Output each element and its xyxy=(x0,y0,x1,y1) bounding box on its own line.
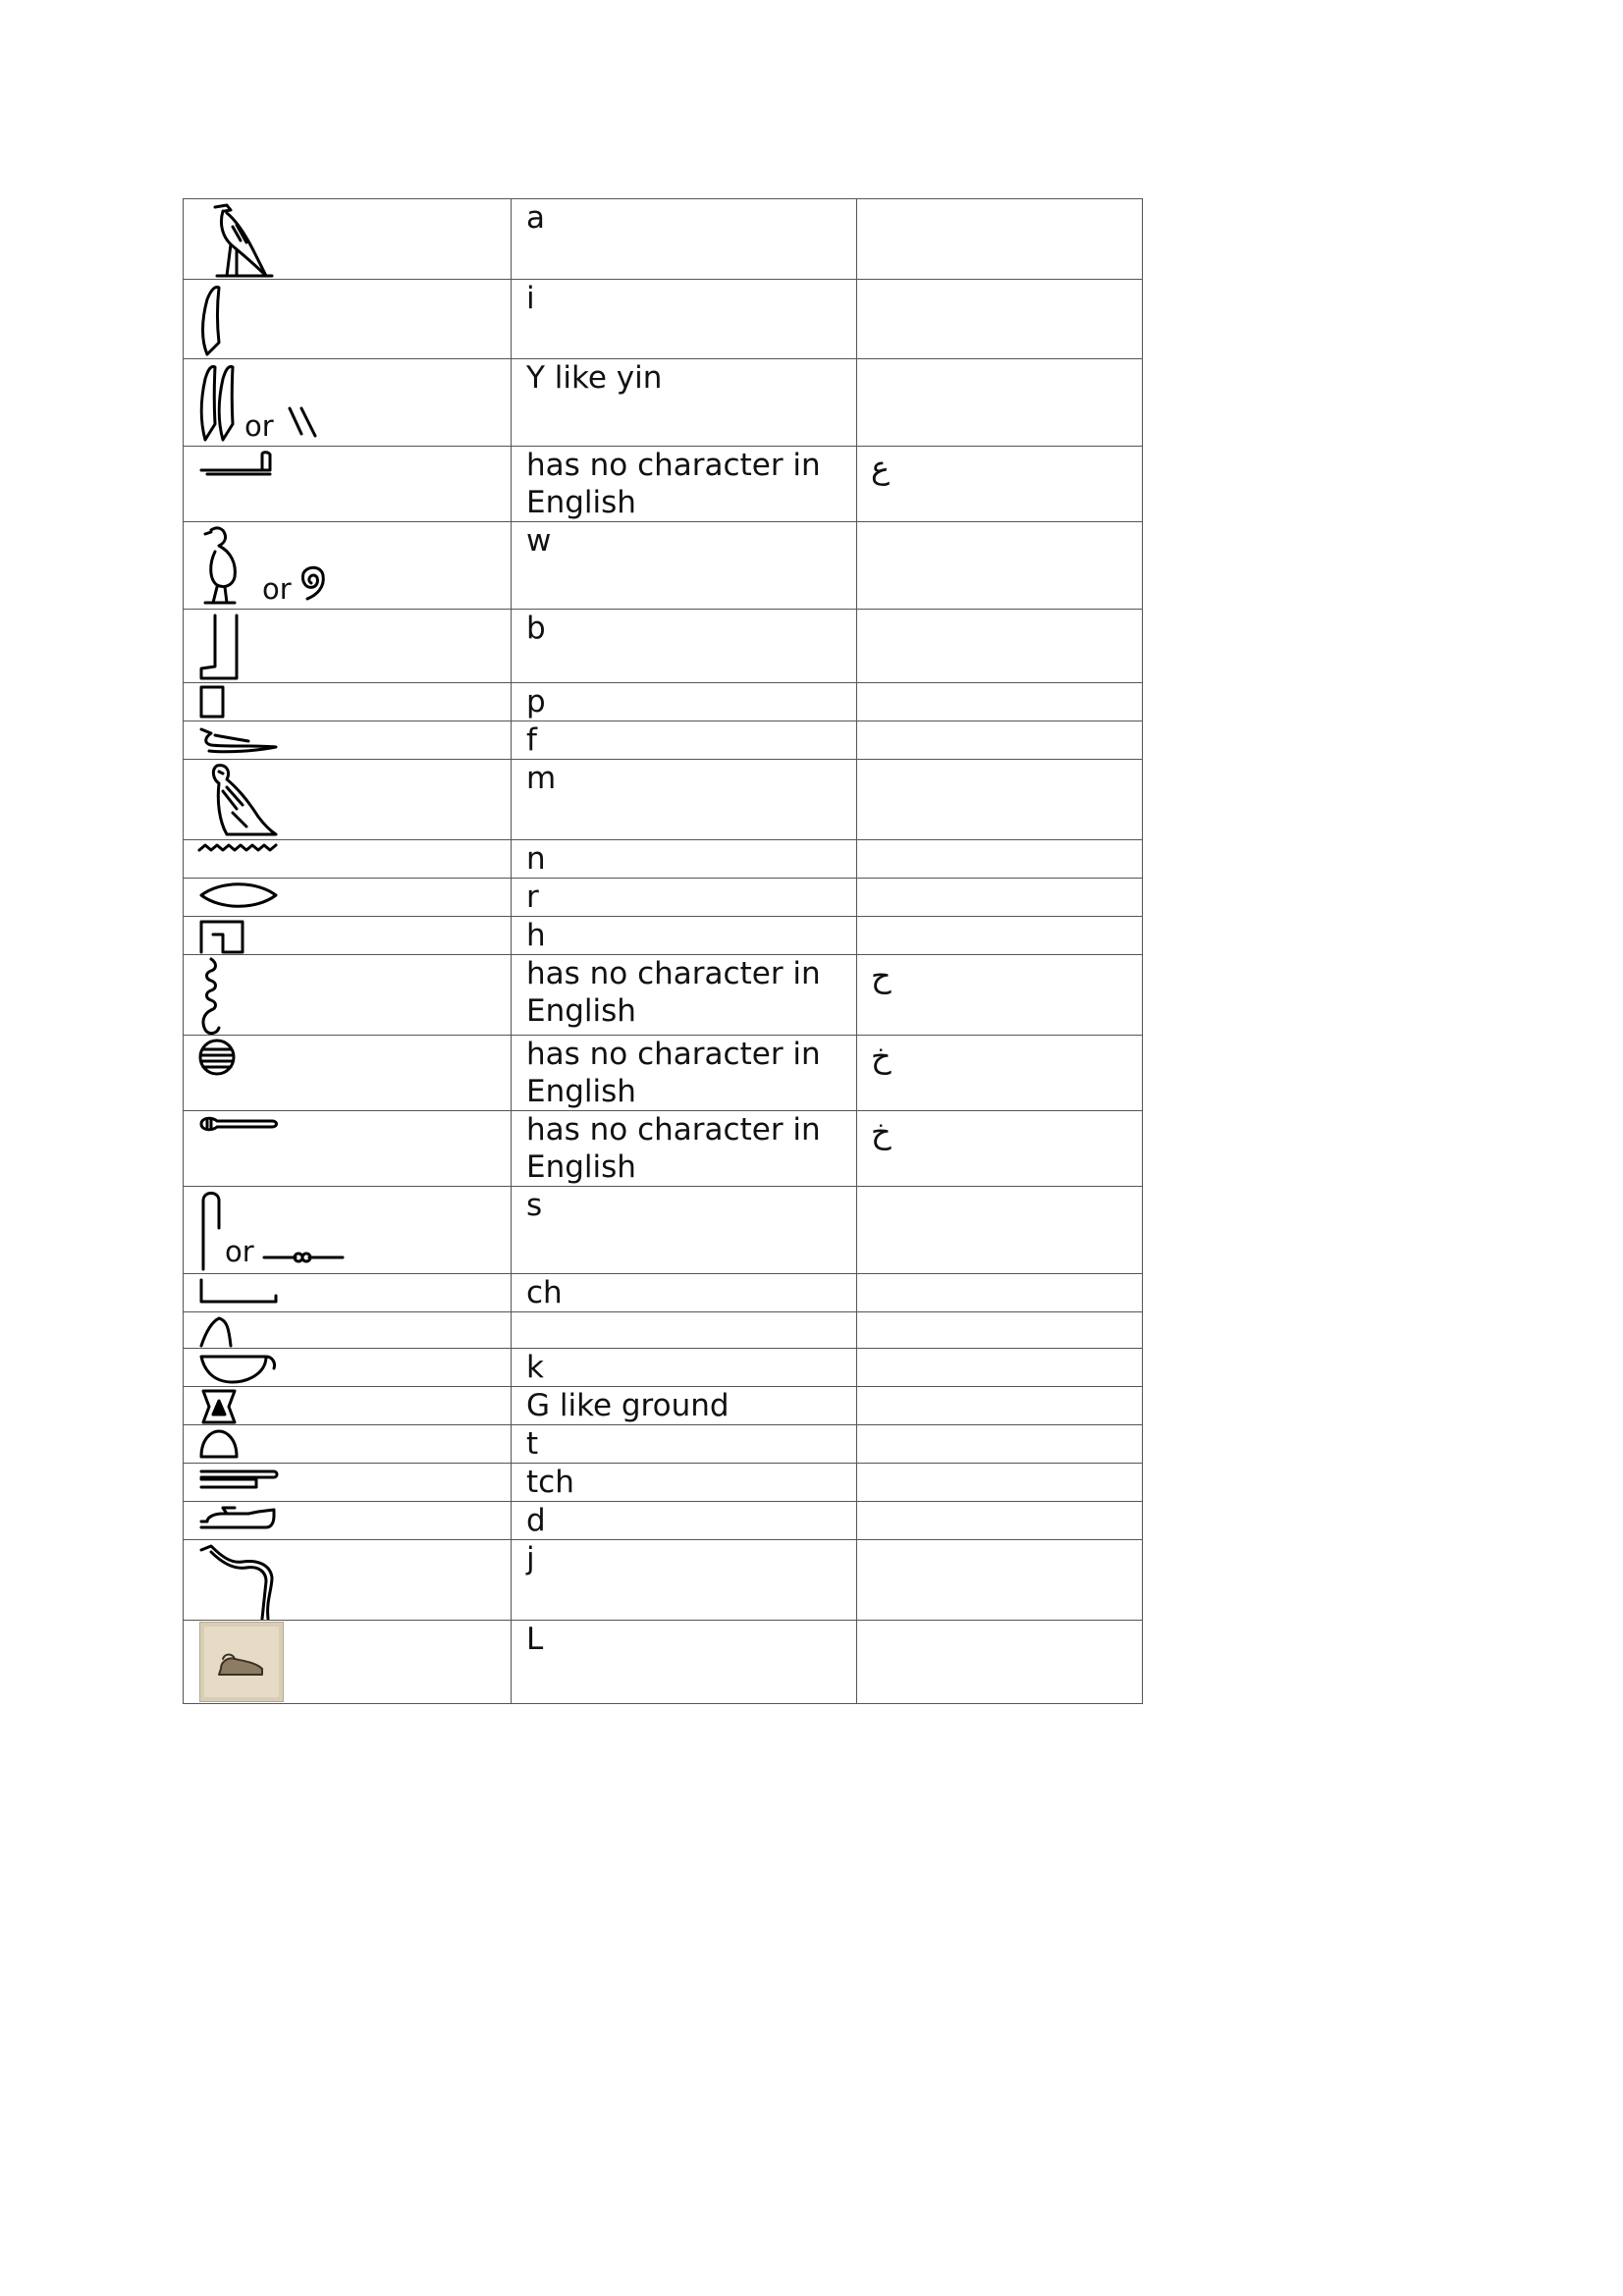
table-row xyxy=(184,955,1143,1036)
water-ripple-hieroglyph-icon xyxy=(197,842,280,858)
glyph-cell xyxy=(184,447,512,522)
two-strokes-hieroglyph-icon xyxy=(286,404,319,440)
sound-cell: s xyxy=(512,1187,857,1274)
glyph-cell xyxy=(184,760,512,840)
glyph-cell xyxy=(184,280,512,359)
sound-cell: r xyxy=(512,879,857,917)
hand-hieroglyph-icon xyxy=(197,1504,280,1533)
glyph-cell xyxy=(184,1502,512,1540)
sound-cell: i xyxy=(512,280,857,359)
table-row xyxy=(184,840,1143,879)
glyph-cell xyxy=(184,721,512,760)
hill-slope-hieroglyph-icon xyxy=(197,1314,237,1348)
table-row xyxy=(184,760,1143,840)
glyph-cell xyxy=(184,1540,512,1621)
sound-cell: a xyxy=(512,199,857,280)
reed-shelter-hieroglyph-icon xyxy=(197,919,246,954)
arabic-cell xyxy=(857,1312,1143,1349)
table-row xyxy=(184,199,1143,280)
table-row xyxy=(184,610,1143,683)
cobra-hieroglyph-icon xyxy=(197,1542,280,1621)
sound-cell: w xyxy=(512,522,857,610)
table-row xyxy=(184,447,1143,522)
glyph-cell xyxy=(184,917,512,955)
arabic-cell xyxy=(857,840,1143,879)
glyph-cell xyxy=(184,1387,512,1425)
arabic-cell: خ xyxy=(857,1111,1143,1187)
sound-cell: has no character in English xyxy=(512,447,857,522)
sound-cell: has no character in English xyxy=(512,955,857,1036)
forearm-hieroglyph-icon xyxy=(197,449,276,478)
arabic-cell xyxy=(857,359,1143,447)
glyph-cell xyxy=(184,1621,512,1704)
table-row xyxy=(184,879,1143,917)
double-reed-hieroglyph-icon xyxy=(197,361,241,444)
table-row xyxy=(184,1036,1143,1111)
vulture-hieroglyph-icon xyxy=(197,201,276,278)
arabic-cell: ح xyxy=(857,955,1143,1036)
sound-cell xyxy=(512,1312,857,1349)
sound-cell: b xyxy=(512,610,857,683)
placenta-hieroglyph-icon xyxy=(197,1038,237,1077)
table-row xyxy=(184,917,1143,955)
table-row xyxy=(184,1274,1143,1312)
arabic-cell xyxy=(857,917,1143,955)
arabic-cell xyxy=(857,1349,1143,1387)
basket-hieroglyph-icon xyxy=(197,1351,280,1384)
sound-cell: L xyxy=(512,1621,857,1704)
arabic-cell xyxy=(857,522,1143,610)
stool-hieroglyph-icon xyxy=(197,685,227,719)
sound-cell: f xyxy=(512,721,857,760)
sound-cell: m xyxy=(512,760,857,840)
glyph-cell xyxy=(184,610,512,683)
sound-cell: tch xyxy=(512,1464,857,1502)
glyph-cell xyxy=(184,1349,512,1387)
sound-cell: p xyxy=(512,683,857,721)
animal-belly-hieroglyph-icon xyxy=(197,1113,280,1135)
folded-cloth-hieroglyph-icon xyxy=(197,1189,227,1271)
table-row xyxy=(184,1540,1143,1621)
table-row xyxy=(184,280,1143,359)
table-row xyxy=(184,1621,1143,1704)
table-row xyxy=(184,359,1143,447)
glyph-cell xyxy=(184,683,512,721)
table-row xyxy=(184,1464,1143,1502)
arabic-cell: ع xyxy=(857,447,1143,522)
mouth-hieroglyph-icon xyxy=(197,881,280,910)
sound-cell: has no character in English xyxy=(512,1111,857,1187)
reed-leaf-hieroglyph-icon xyxy=(197,282,227,358)
glyph-cell xyxy=(184,1111,512,1187)
table-row xyxy=(184,721,1143,760)
lion-relief-hieroglyph-icon xyxy=(199,1622,284,1702)
sound-cell: has no character in English xyxy=(512,1036,857,1111)
glyph-cell xyxy=(184,522,512,610)
arabic-cell xyxy=(857,1187,1143,1274)
foot-hieroglyph-icon xyxy=(197,612,241,682)
sound-cell: k xyxy=(512,1349,857,1387)
glyph-cell xyxy=(184,1464,512,1502)
bread-loaf-hieroglyph-icon xyxy=(197,1427,241,1461)
door-bolt-hieroglyph-icon xyxy=(262,1250,345,1265)
arabic-cell xyxy=(857,199,1143,280)
glyph-cell xyxy=(184,840,512,879)
arabic-cell xyxy=(857,1425,1143,1464)
arabic-cell xyxy=(857,683,1143,721)
glyph-cell xyxy=(184,1187,512,1274)
arabic-cell xyxy=(857,879,1143,917)
arabic-cell xyxy=(857,721,1143,760)
sound-cell: t xyxy=(512,1425,857,1464)
or-label: or xyxy=(262,572,292,606)
owl-hieroglyph-icon xyxy=(197,762,280,840)
arabic-cell: خ xyxy=(857,1036,1143,1111)
table-row xyxy=(184,1502,1143,1540)
table-row xyxy=(184,1425,1143,1464)
sound-cell: h xyxy=(512,917,857,955)
quail-chick-hieroglyph-icon xyxy=(197,524,246,607)
glyph-cell xyxy=(184,955,512,1036)
table-row xyxy=(184,1111,1143,1187)
table-row xyxy=(184,1312,1143,1349)
glyph-cell xyxy=(184,879,512,917)
table-row xyxy=(184,1349,1143,1387)
pool-hieroglyph-icon xyxy=(197,1276,280,1306)
glyph-cell xyxy=(184,1312,512,1349)
table-row xyxy=(184,1187,1143,1274)
sound-cell: n xyxy=(512,840,857,879)
arabic-cell xyxy=(857,1621,1143,1704)
or-label: or xyxy=(225,1235,254,1268)
arabic-cell xyxy=(857,1540,1143,1621)
sound-cell: j xyxy=(512,1540,857,1621)
arabic-cell xyxy=(857,1274,1143,1312)
sound-cell: G like ground xyxy=(512,1387,857,1425)
table-row xyxy=(184,683,1143,721)
sound-cell: d xyxy=(512,1502,857,1540)
arabic-cell xyxy=(857,760,1143,840)
hieroglyph-alphabet-table xyxy=(183,198,1143,1704)
twisted-flax-hieroglyph-icon xyxy=(197,957,227,1036)
arabic-cell xyxy=(857,1387,1143,1425)
arabic-cell xyxy=(857,280,1143,359)
glyph-cell xyxy=(184,359,512,447)
horned-viper-hieroglyph-icon xyxy=(197,723,280,755)
arabic-cell xyxy=(857,1502,1143,1540)
glyph-cell xyxy=(184,199,512,280)
arabic-cell xyxy=(857,610,1143,683)
table-row xyxy=(184,1387,1143,1425)
jar-stand-hieroglyph-icon xyxy=(197,1389,241,1424)
glyph-cell xyxy=(184,1425,512,1464)
arabic-cell xyxy=(857,1464,1143,1502)
glyph-cell xyxy=(184,1274,512,1312)
sound-cell: Y like yin xyxy=(512,359,857,447)
coil-hieroglyph-icon xyxy=(298,563,327,603)
glyph-cell xyxy=(184,1036,512,1111)
table-row xyxy=(184,522,1143,610)
sound-cell: ch xyxy=(512,1274,857,1312)
or-label: or xyxy=(244,409,274,443)
tethering-rope-hieroglyph-icon xyxy=(197,1466,280,1491)
